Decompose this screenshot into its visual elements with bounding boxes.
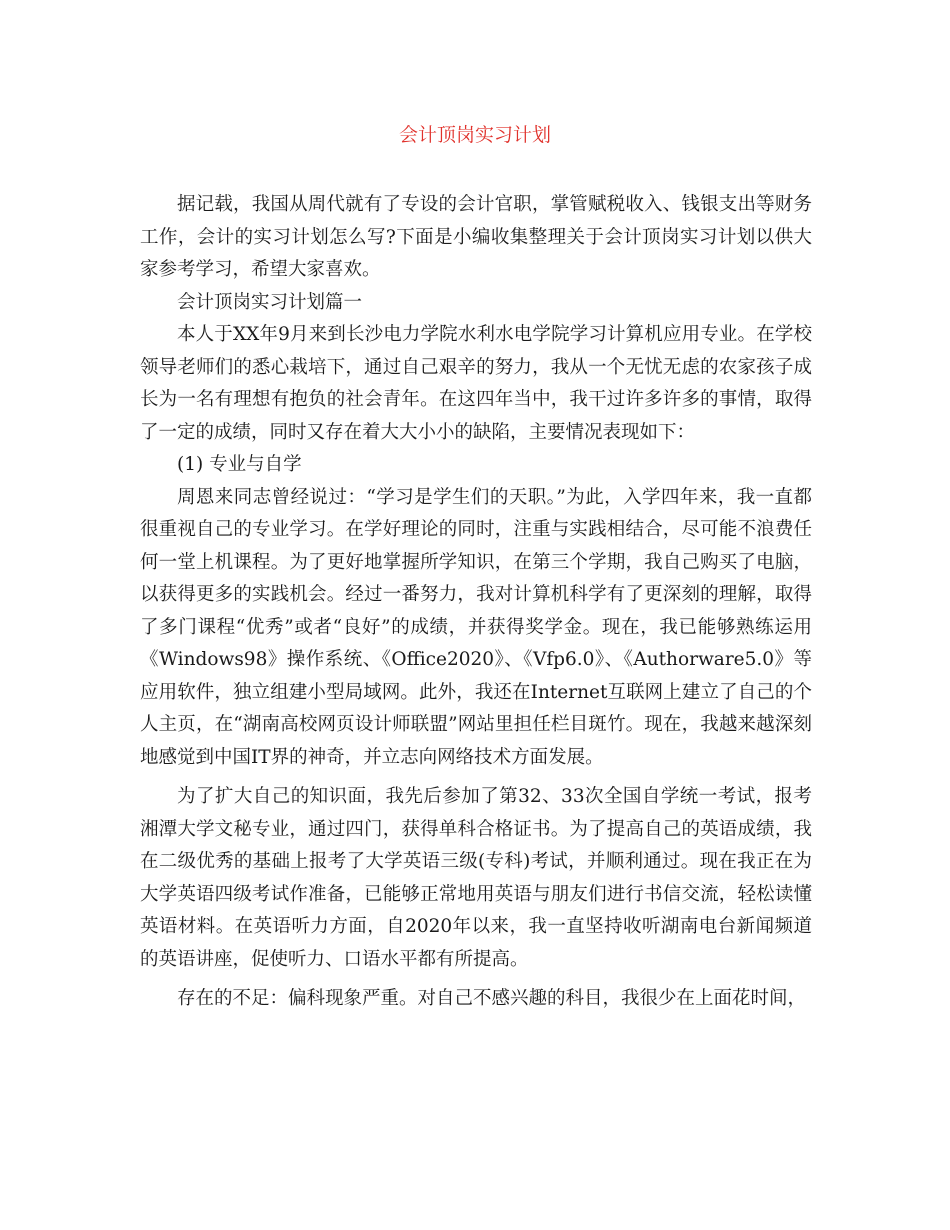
paragraph-study: 周恩来同志曾经说过：“学习是学生们的天职。”为此，入学四年来，我一直都很重视自己的专业学习。在学好理论的同时，注重与实践相结合，尽可能不浪费任何一堂上机课程。为了更好地掌握所学知识，在第三个学期，我自己购买了电脑，以获得更多的实践机会。经过一番努力，我对计算机科学有了更深刻的理解，取得了多门课程“优秀”或者“良好”的成绩，并获得奖学金。现在，我已能够熟练运用《Windows98》操作系统、《Office2020》、《Vfp6.0》、《Authorware5.0》等应用软件，独立组建小型局域网。此外，我还在Internet互联网上建立了自己的个人主页，在“湖南高校网页设计师联盟”网站里担任栏目斑竹。现在，我越来越深刻地感觉到中国IT界的神奇，并立志向网络技术方面发展。 [140, 486, 812, 768]
paragraph-background: 本人于XX年9月来到长沙电力学院水利水电学院学习计算机应用专业。在学校领导老师们的悉心栽培下，通过自己艰辛的努力，我从一个无忧无虑的农家孩子成长为一名有理想有抱负的社会青年。在这四年当中，我干过许多许多的事情，取得了一定的成绩，同时又存在着大大小小的缺陷，主要情况表现如下： [140, 324, 812, 443]
paragraph-shortcomings: 存在的不足：偏科现象严重。对自己不感兴趣的科目，我很少在上面花时间， [177, 988, 807, 1009]
paragraph-intro: 据记载，我国从周代就有了专设的会计官职，掌管赋税收入、钱银支出等财务工作，会计的实习计划怎么写?下面是小编收集整理关于会计顶岗实习计划以供大家参考学习，希望大家喜欢。 [140, 194, 812, 280]
document-body [140, 189, 812, 1016]
section-heading: 会计顶岗实习计划篇一 [177, 291, 363, 313]
paragraph-self-study: 为了扩大自己的知识面，我先后参加了第32、33次全国自学统一考试，报考湘潭大学文秘专业，通过四门，获得单科合格证书。为了提高自己的英语成绩，我在二级优秀的基础上报考了大学英语三级(专科)考试，并顺利通过。现在我正在为大学英语四级考试作准备，已能够正常地用英语与朋友们进行书信交流，轻松读懂英语材料。在英语听力方面，自2020年以来，我一直坚持收听湖南电台新闻频道的英语讲座，促使听力、口语水平都有所提高。 [140, 786, 812, 970]
subsection-heading: (1) 专业与自学 [177, 454, 302, 475]
document-title: 会计顶岗实习计划 [398, 124, 551, 146]
